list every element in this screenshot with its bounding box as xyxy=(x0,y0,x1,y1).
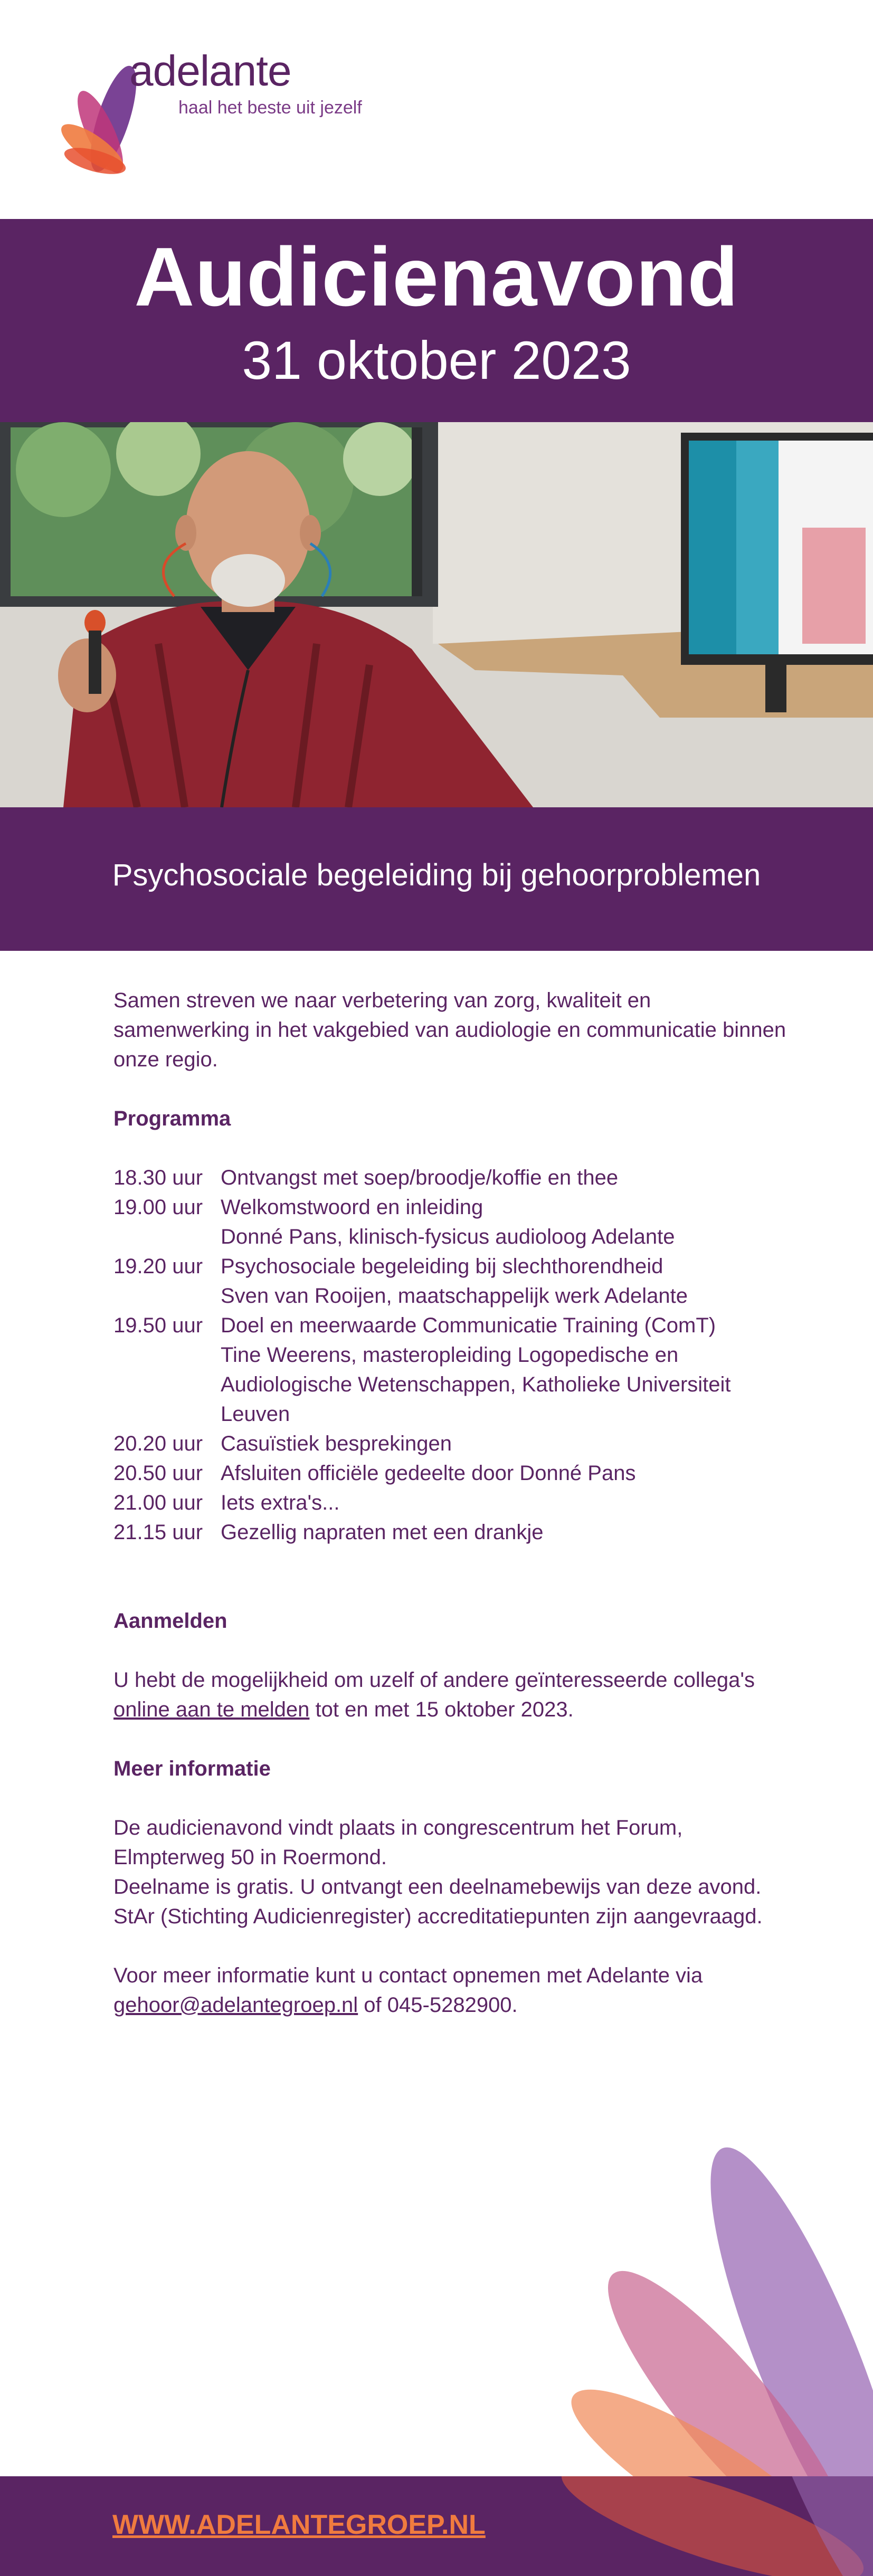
programma-text: Sven van Rooijen, maatschappelijk werk Adelante xyxy=(221,1284,688,1308)
programma-row xyxy=(113,1163,789,1192)
location-paragraph: De audicienavond vindt plaats in congrescentrum het Forum, Elmpterweg 50 in Roermond. xyxy=(113,1816,683,1869)
programma-row xyxy=(113,1458,789,1488)
programma-text: Ontvangst met soep/broodje/koffie en thee xyxy=(221,1166,619,1189)
programma-row xyxy=(113,1281,789,1311)
programma-time: 19.20 uur xyxy=(113,1255,203,1278)
programma-row xyxy=(113,1311,789,1340)
subtitle-band xyxy=(0,807,873,951)
programma-text: Gezellig napraten met een drankje xyxy=(221,1521,544,1544)
programma-row xyxy=(113,1252,789,1281)
programma-time xyxy=(113,1340,221,1429)
logo-tagline: haal het beste uit jezelf xyxy=(178,98,362,118)
programma-text: Doel en meerwaarde Communicatie Training (ComT) xyxy=(221,1314,716,1337)
footer-leaves-icon xyxy=(554,2476,873,2576)
intro-paragraph: Samen streven we naar verbetering van zorg, kwaliteit en samenwerking in het vakgebied van audiologie en communicatie binnen onze regio. xyxy=(113,989,786,1071)
programma-list xyxy=(113,1163,789,1547)
programma-text: Welkomstwoord en inleiding xyxy=(221,1196,483,1219)
programma-text: Tine Weerens, masteropleiding Logopedische en Audiologische Wetenschappen, Katholieke Universiteit Leuven xyxy=(221,1343,731,1426)
page-title: Audicienavond xyxy=(134,231,739,323)
contact-text: Voor meer informatie kunt u contact opnemen met Adelante via xyxy=(113,1964,703,1987)
aanmelden-text: U hebt de mogelijkheid om uzelf of andere geïnteresseerde collega's xyxy=(113,1668,755,1692)
hero-photo xyxy=(0,422,873,807)
programma-time: 21.00 uur xyxy=(113,1491,203,1514)
contact-email-link[interactable]: gehoor@adelantegroep.nl xyxy=(113,1993,358,2017)
programma-time: 21.15 uur xyxy=(113,1521,203,1544)
event-subtitle: Psychosociale begeleiding bij gehoorproblemen xyxy=(112,858,761,892)
programma-heading: Programma xyxy=(113,1107,231,1130)
programma-row xyxy=(113,1429,789,1458)
hero-photo-illustration xyxy=(0,422,873,807)
website-link[interactable]: WWW.ADELANTEGROEP.NL xyxy=(112,2510,486,2540)
contact-paragraph xyxy=(113,1961,789,2020)
programma-row xyxy=(113,1518,789,1547)
programma-time: 20.50 uur xyxy=(113,1462,203,1485)
programma-row xyxy=(113,1222,789,1252)
participation-paragraph: Deelname is gratis. U ontvangt een deelnamebewijs van deze avond. xyxy=(113,1875,762,1898)
aanmelden-text-end: tot en met 15 oktober 2023. xyxy=(309,1698,574,1721)
programma-text: Donné Pans, klinisch-fysicus audioloog Adelante xyxy=(221,1225,675,1248)
contact-phone-text: of 045-5282900. xyxy=(358,1993,518,2017)
programma-time: 19.00 uur xyxy=(113,1196,203,1219)
online-register-link[interactable]: online aan te melden xyxy=(113,1698,310,1721)
programma-text: Casuïstiek besprekingen xyxy=(221,1432,452,1455)
programma-time: 18.30 uur xyxy=(113,1166,203,1189)
programma-time xyxy=(113,1222,221,1252)
logo-wordmark: adelante xyxy=(129,47,291,95)
event-date: 31 oktober 2023 xyxy=(242,330,631,390)
programma-text: Iets extra's... xyxy=(221,1491,340,1514)
programma-time xyxy=(113,1281,221,1311)
programma-text: Afsluiten officiële gedeelte door Donné Pans xyxy=(221,1462,636,1485)
meer-informatie-heading: Meer informatie xyxy=(113,1757,271,1780)
programma-row xyxy=(113,1192,789,1222)
main-content xyxy=(113,986,789,2020)
programma-row xyxy=(113,1340,789,1429)
title-band xyxy=(0,219,873,422)
programma-row xyxy=(113,1488,789,1518)
aanmelden-heading: Aanmelden xyxy=(113,1609,227,1633)
aanmelden-paragraph xyxy=(113,1665,789,1724)
logo-area xyxy=(0,0,873,219)
programma-time: 19.50 uur xyxy=(113,1314,203,1337)
programma-time: 20.20 uur xyxy=(113,1432,203,1455)
programma-text: Psychosociale begeleiding bij slechthorendheid xyxy=(221,1255,663,1278)
accreditation-paragraph: StAr (Stichting Audicienregister) accreditatiepunten zijn aangevraagd. xyxy=(113,1905,763,1928)
